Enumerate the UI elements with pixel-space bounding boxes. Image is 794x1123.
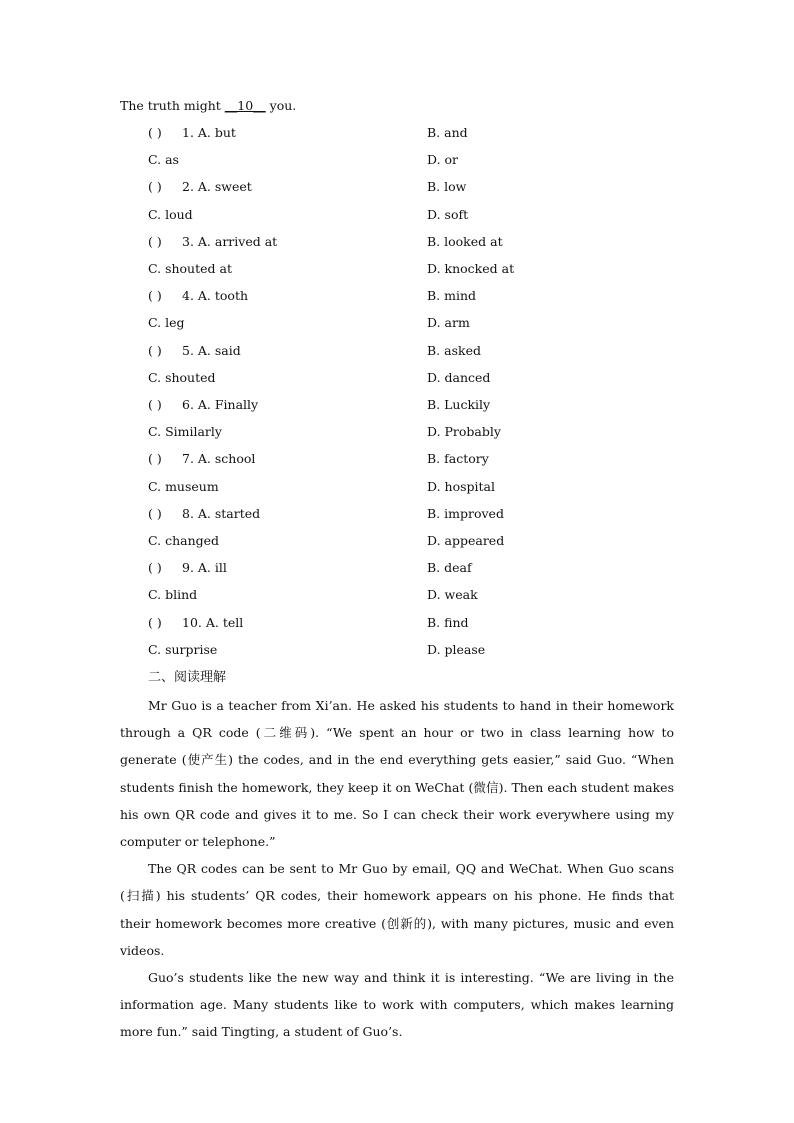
question-row-cd (148, 533, 694, 549)
question-row-cd (148, 587, 694, 603)
question-row (148, 288, 694, 304)
question-stem (148, 615, 243, 631)
option-b: B. and (427, 125, 468, 140)
question-stem (148, 451, 255, 467)
question-stem (148, 343, 241, 359)
answer-blank: ( ) (148, 342, 162, 358)
option-c: C. surprise (148, 641, 218, 657)
option-d: D. arm (427, 315, 470, 331)
paragraph: Mr Guo is a teacher from Xi’an. He asked his students to hand in their homework through a QR code (二维码). “We spent an hour or two in class learning how to generate (使产生) the codes, and in the end everything gets easier,” said Guo. “When students finish the homework, they keep it on WeChat (微信). Then each student makes his own QR code and gives it to me. So I can check their work everywhere using my computer or telephone.” (120, 698, 674, 850)
answer-blank: ( ) (148, 397, 162, 412)
question-row-cd (148, 152, 694, 168)
question-row (148, 560, 694, 576)
reading-passage (120, 692, 674, 1046)
option-b: B. looked at (427, 233, 503, 249)
option-a: 5. A. said (182, 342, 241, 358)
option-c: C. loud (148, 206, 193, 222)
option-a: 6. A. Finally (182, 397, 259, 412)
option-d: D. appeared (427, 533, 505, 548)
question-stem (148, 234, 277, 250)
option-b: B. low (427, 179, 467, 195)
option-b: B. factory (427, 451, 489, 467)
answer-blank: ( ) (148, 233, 162, 249)
option-c: C. blind (148, 587, 198, 603)
paragraph: Guo’s students like the new way and think it is interesting. “We are living in the information age. Many students like to work with computers, which makes learning more fun.” said Tingting, a student of Guo’s. (120, 970, 674, 1040)
option-d: D. hospital (427, 478, 495, 494)
question-row-cd (148, 261, 694, 277)
option-d: D. or (427, 152, 459, 168)
question-row (148, 179, 694, 195)
question-row-cd (148, 479, 694, 495)
answer-blank: ( ) (148, 560, 162, 576)
option-b: B. asked (427, 342, 481, 358)
answer-blank: ( ) (148, 288, 162, 304)
answer-blank: ( ) (148, 125, 162, 140)
question-stem (148, 179, 252, 195)
option-a: 1. A. but (182, 125, 236, 140)
option-d: D. knocked at (427, 261, 515, 276)
option-c: C. leg (148, 315, 185, 331)
option-a: 4. A. tooth (182, 288, 249, 304)
option-c: C. Similarly (148, 424, 222, 440)
question-row-cd (148, 207, 694, 223)
option-a: 2. A. sweet (182, 179, 252, 195)
intro-suffix: you. (265, 98, 297, 113)
question-stem (148, 125, 236, 141)
question-row-cd (148, 424, 694, 440)
question-stem (148, 560, 227, 576)
option-b: B. mind (427, 288, 477, 304)
option-b: B. deaf (427, 560, 472, 576)
answer-blank: ( ) (148, 505, 162, 521)
section-heading: 二、阅读理解 (148, 670, 227, 685)
intro-prefix: The truth might (120, 98, 225, 113)
option-a: 8. A. started (182, 505, 261, 521)
option-c: C. museum (148, 478, 219, 494)
question-row (148, 343, 694, 359)
option-d: D. Probably (427, 424, 501, 440)
question-stem (148, 506, 260, 522)
question-stem (148, 397, 258, 413)
question-row (148, 615, 694, 631)
answer-blank: ( ) (148, 179, 162, 195)
option-b: B. find (427, 614, 469, 630)
question-row (148, 234, 694, 250)
question-row (148, 397, 694, 413)
option-a: 3. A. arrived at (182, 233, 278, 249)
intro-line (120, 98, 296, 114)
question-stem (148, 288, 248, 304)
option-b: B. Luckily (427, 397, 491, 412)
option-c: C. changed (148, 533, 220, 548)
option-c: C. shouted at (148, 261, 232, 276)
option-b: B. improved (427, 505, 504, 521)
option-c: C. shouted (148, 369, 216, 385)
answer-blank: ( ) (148, 451, 162, 467)
option-a: 9. A. ill (182, 560, 227, 576)
option-d: D. weak (427, 587, 478, 603)
option-a: 10. A. tell (182, 614, 244, 630)
answer-blank: ( ) (148, 614, 162, 630)
question-row-cd (148, 370, 694, 386)
question-row (148, 506, 694, 522)
option-a: 7. A. school (182, 451, 256, 467)
paragraph: The QR codes can be sent to Mr Guo by email, QQ and WeChat. When Guo scans (扫描) his students’ QR codes, their homework appears on his phone. He finds that their homework becomes more creative (创新的), with many pictures, music and even videos. (120, 861, 674, 958)
option-c: C. as (148, 152, 179, 168)
question-row-cd (148, 642, 694, 658)
question-row-cd (148, 315, 694, 331)
option-d: D. please (427, 641, 486, 657)
question-row (148, 451, 694, 467)
question-row (148, 125, 694, 141)
intro-blank: __10__ (224, 98, 266, 113)
option-d: D. soft (427, 206, 469, 222)
option-d: D. danced (427, 369, 491, 385)
